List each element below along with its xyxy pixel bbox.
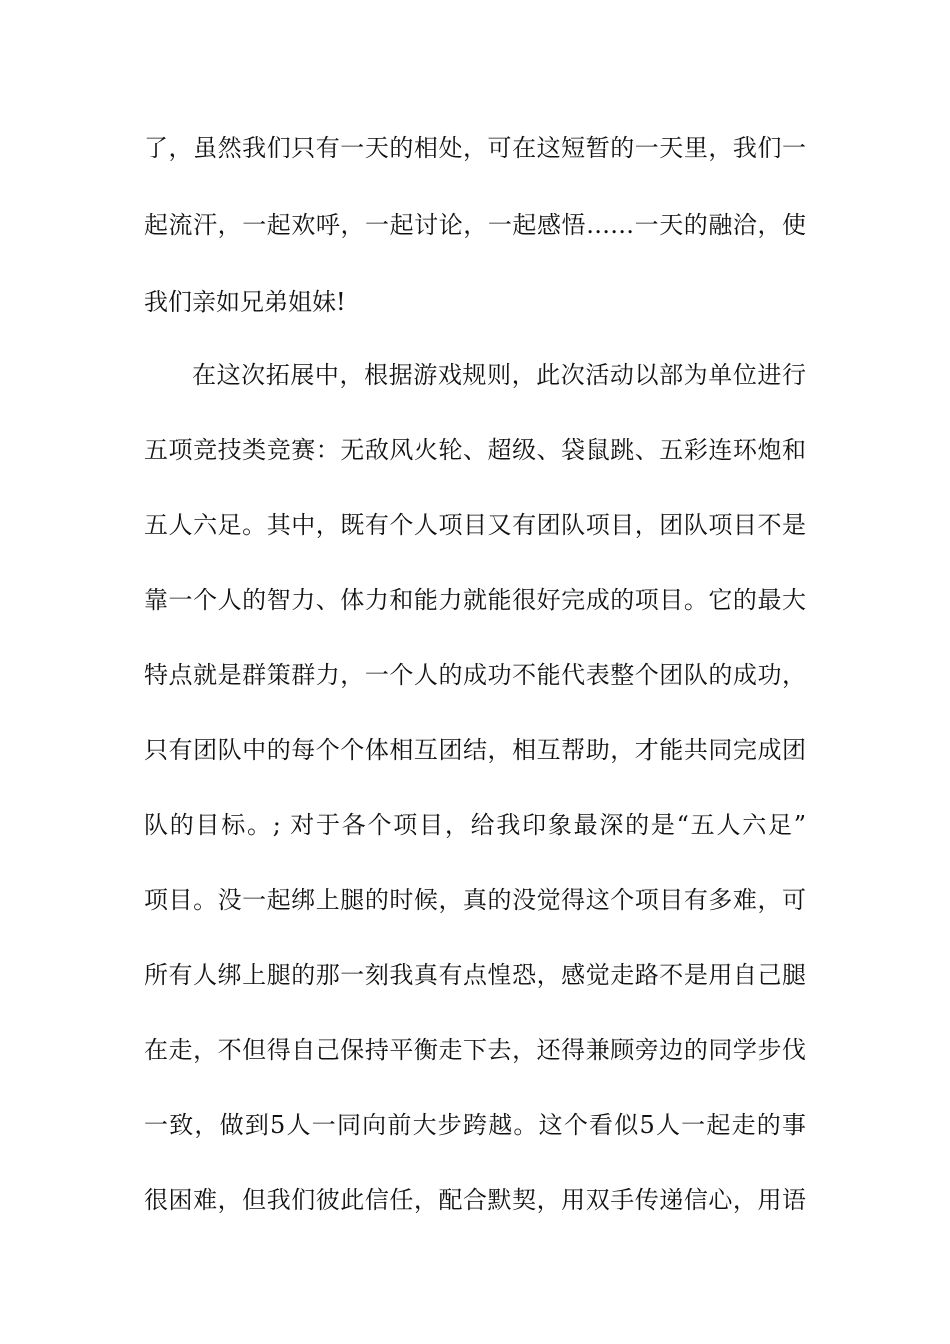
text-line: 很困难，但我们彼此信任，配合默契，用双手传递信心，用语 [144,1186,806,1214]
text-line: 所有人绑上腿的那一刻我真有点惶恐，感觉走路不是用自己腿 [144,961,806,989]
text-line: 起流汗，一起欢呼，一起讨论，一起感悟……一天的融洽，使 [144,211,806,239]
text-line: 特点就是群策群力，一个人的成功不能代表整个团队的成功， [144,661,806,689]
text-line: 我们亲如兄弟姐妹! [144,288,346,316]
text-line: 了，虽然我们只有一天的相处，可在这短暂的一天里，我们一 [144,134,806,162]
text-line: 只有团队中的每个个体相互团结，相互帮助，才能共同完成团 [144,736,806,764]
text-line: 五人六足。其中，既有个人项目又有团队项目，团队项目不是 [144,511,806,539]
text-line: 一致，做到5人一同向前大步跨越。这个看似5人一起走的事 [144,1111,806,1139]
paragraph-first-line: 在这次拓展中，根据游戏规则，此次活动以部为单位进行 [192,361,806,389]
text-line: 五项竞技类竞赛：无敌风火轮、超级、袋鼠跳、五彩连环炮和 [144,436,806,464]
text-line: 队的目标。; 对于各个项目，给我印象最深的是“五人六足” [144,811,806,839]
text-line: 项目。没一起绑上腿的时候，真的没觉得这个项目有多难，可 [144,886,806,914]
text-line: 靠一个人的智力、体力和能力就能很好完成的项目。它的最大 [144,586,806,614]
text-line: 在走，不但得自己保持平衡走下去，还得兼顾旁边的同学步伐 [144,1036,806,1064]
